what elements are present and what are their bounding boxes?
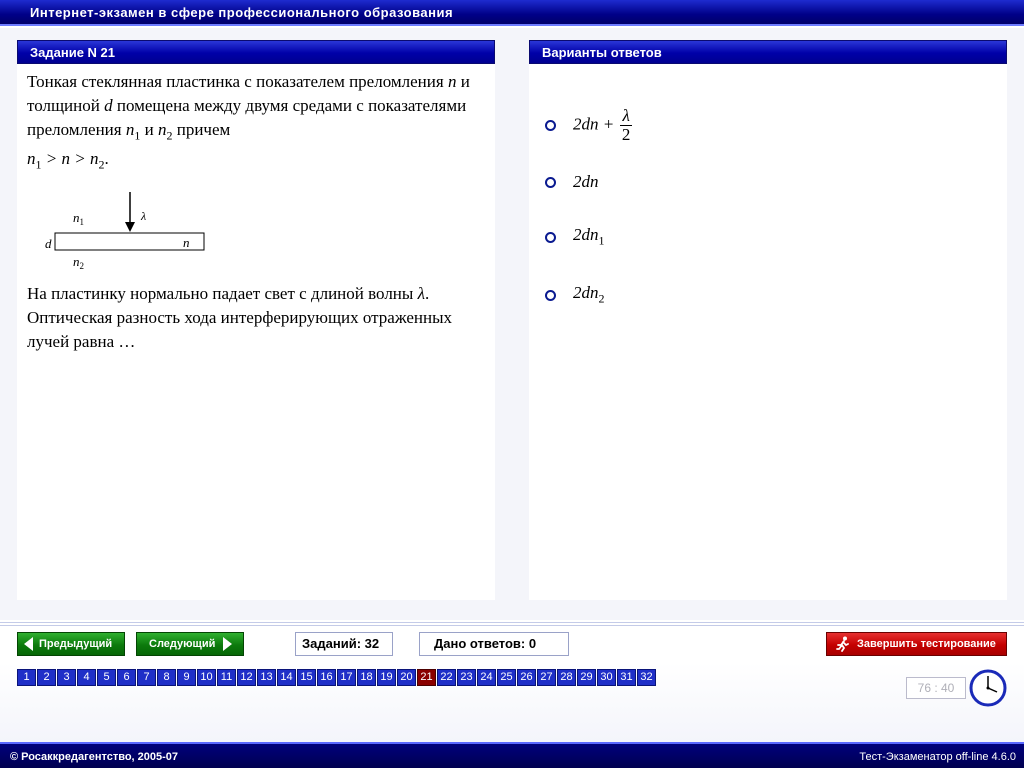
- timer-display: 76 : 40: [906, 677, 966, 699]
- question-number-25[interactable]: 25: [497, 669, 516, 686]
- question-number-23[interactable]: 23: [457, 669, 476, 686]
- arrow-right-icon: [223, 637, 232, 651]
- prev-button[interactable]: Предыдущий: [17, 632, 125, 656]
- question-number-15[interactable]: 15: [297, 669, 316, 686]
- answer-text-3: $2dn_1$: [573, 225, 605, 248]
- clock-icon: [968, 668, 1008, 708]
- question-number-6[interactable]: 6: [117, 669, 136, 686]
- question-number-30[interactable]: 30: [597, 669, 616, 686]
- answer-option-2[interactable]: [545, 167, 599, 197]
- answer-option-4[interactable]: [545, 280, 605, 310]
- question-number-18[interactable]: 18: [357, 669, 376, 686]
- lambda-label: λ: [141, 208, 147, 223]
- question-number-22[interactable]: 22: [437, 669, 456, 686]
- n-label: n: [183, 234, 190, 250]
- question-number-12[interactable]: 12: [237, 669, 256, 686]
- question-number-1[interactable]: 1: [17, 669, 36, 686]
- question-number-14[interactable]: 14: [277, 669, 296, 686]
- question-number-31[interactable]: 31: [617, 669, 636, 686]
- question-number-24[interactable]: 24: [477, 669, 496, 686]
- question-number-16[interactable]: 16: [317, 669, 336, 686]
- question-number-bar: [17, 669, 657, 686]
- answer-radio-4[interactable]: [545, 290, 556, 301]
- answer-text-4: $2dn_2$: [573, 283, 605, 306]
- question-number-32[interactable]: 32: [637, 669, 656, 686]
- answer-text-1: 2dn + $\frac{\lambda}{2}$: [573, 105, 631, 144]
- tasks-count: Заданий: 32: [295, 632, 393, 656]
- plate-diagram: [27, 189, 227, 269]
- question-number-20[interactable]: 20: [397, 669, 416, 686]
- question-number-29[interactable]: 29: [577, 669, 596, 686]
- question-number-11[interactable]: 11: [217, 669, 236, 686]
- next-button[interactable]: Следующий: [136, 632, 244, 656]
- footer: [0, 742, 1024, 768]
- answer-radio-1[interactable]: [545, 120, 556, 131]
- lambda-over-2: $\frac{\lambda}{2}$: [621, 105, 631, 144]
- question-number-17[interactable]: 17: [337, 669, 356, 686]
- question-number-19[interactable]: 19: [377, 669, 396, 686]
- question-number-27[interactable]: 27: [537, 669, 556, 686]
- question-number-28[interactable]: 28: [557, 669, 576, 686]
- answer-radio-3[interactable]: [545, 232, 556, 243]
- arrow-left-icon: [24, 637, 33, 651]
- question-number-9[interactable]: 9: [177, 669, 196, 686]
- app-title-bar: [0, 0, 1024, 26]
- answered-count: Дано ответов: 0: [419, 632, 569, 656]
- answer-text-2: 2dn: [573, 172, 599, 191]
- question-number-4[interactable]: 4: [77, 669, 96, 686]
- answers-panel: [529, 40, 1007, 600]
- question-number-8[interactable]: 8: [157, 669, 176, 686]
- question-panel: [17, 40, 495, 600]
- question-text-2: На пластинку нормально падает свет с длиной волны λ. Оптическая разность хода интерферирующих отраженных лучей равна …: [27, 283, 453, 351]
- question-number-5[interactable]: 5: [97, 669, 116, 686]
- running-man-icon: [835, 636, 851, 652]
- answer-option-3[interactable]: [545, 222, 605, 252]
- question-text: Тонкая стеклянная пластинка с показателем преломления n и толщиной d помещена между двумя средами с показателями преломления $n_1$ и $n_2$ причем $n_1 > n > n_2$.: [27, 72, 470, 172]
- answer-radio-2[interactable]: [545, 177, 556, 188]
- question-number-2[interactable]: 2: [37, 669, 56, 686]
- version: Тест-Экзаменатор off-line 4.6.0: [859, 751, 1016, 763]
- question-number-26[interactable]: 26: [517, 669, 536, 686]
- question-number-21[interactable]: 21: [417, 669, 436, 686]
- question-number-10[interactable]: 10: [197, 669, 216, 686]
- question-number-13[interactable]: 13: [257, 669, 276, 686]
- answers-header: Варианты ответов: [529, 40, 1007, 64]
- glass-plate: [55, 233, 204, 250]
- question-number-7[interactable]: 7: [137, 669, 156, 686]
- n2-label: $n_2$: [73, 253, 84, 269]
- finish-test-button[interactable]: Завершить тестирование: [826, 632, 1007, 656]
- answer-option-1[interactable]: [545, 105, 632, 144]
- copyright: © Росаккредагентство, 2005-07: [10, 751, 179, 763]
- n1-label: $n_1$: [73, 209, 84, 227]
- question-header: Задание N 21: [17, 40, 495, 64]
- app-title: Интернет-экзамен в сфере профессионального образования: [30, 5, 454, 20]
- d-label: d: [45, 235, 52, 251]
- arrow-head: [125, 222, 135, 232]
- question-number-3[interactable]: 3: [57, 669, 76, 686]
